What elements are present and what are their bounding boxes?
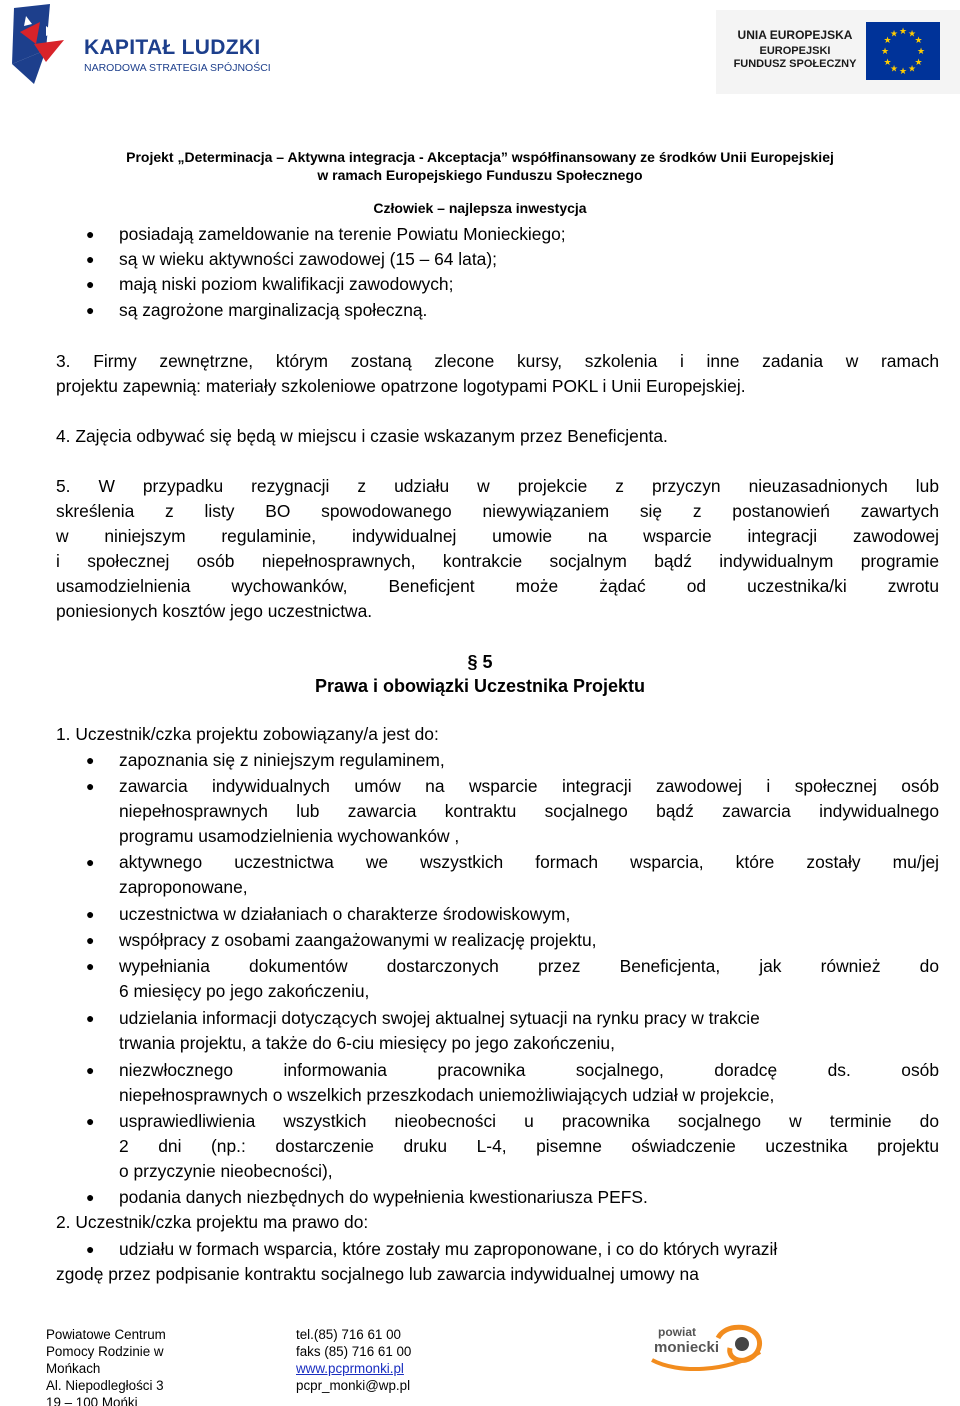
footer-tel: tel.(85) 716 61 00	[296, 1327, 401, 1342]
text-line: aktywnego uczestnictwa we wszystkich formach wsparcia, które zostały mu/jej	[119, 852, 939, 872]
text-line: usamodzielnienia wychowanków, Beneficjent może żądać od uczestnika/ki zwrotu	[56, 576, 939, 596]
bullet-icon: ●	[86, 276, 95, 292]
project-title-line1: Projekt „Determinacja – Aktywna integracja - Akceptacja” współfinansowany ze środków Unii Europejskiej	[126, 149, 834, 165]
paragraph-4: 4. Zajęcia odbywać się będą w miejscu i czasie wskazanym przez Beneficjenta.	[56, 426, 668, 446]
eu-logo	[716, 10, 960, 94]
list-item: posiadają zameldowanie na terenie Powiatu Monieckiego;	[119, 224, 566, 244]
footer-address-line: Mońkach	[46, 1361, 101, 1376]
bullet-icon: ●	[86, 1062, 95, 1078]
svg-text:★: ★	[880, 47, 890, 57]
bullet-icon: ●	[86, 932, 95, 948]
powiat-moniecki-logo	[648, 1322, 772, 1378]
eu-logo-line2: EUROPEJSKI	[759, 45, 831, 57]
bullet-icon: ●	[86, 1241, 95, 1257]
section-title: Prawa i obowiązki Uczestnika Projektu	[314, 676, 646, 696]
footer-website-link[interactable]: www.pcprmonki.pl	[296, 1361, 404, 1376]
list-item	[119, 1058, 939, 1108]
text-line: udzielania informacji dotyczących swojej aktualnej sytuacji na rynku pracy w trakcie	[119, 1008, 760, 1028]
paragraph-5	[56, 474, 939, 624]
svg-text:★: ★	[907, 29, 917, 40]
list-item	[119, 1109, 939, 1184]
svg-text:★: ★	[883, 58, 892, 68]
footer-address-line: Pomocy Rodzinie w	[46, 1344, 164, 1359]
text-line: podania danych niezbędnych do wypełnienia kwestionariusza PEFS.	[119, 1187, 648, 1207]
kapital-ludzki-title: KAPITAŁ LUDZKI	[84, 36, 261, 59]
paragraph-3	[56, 349, 939, 399]
text-line: o przyczynie nieobecności),	[119, 1161, 333, 1181]
eu-flag-icon	[866, 22, 940, 80]
text-line: 6 miesięcy po jego zakończeniu,	[119, 981, 370, 1001]
list-item	[119, 928, 939, 953]
svg-text:★: ★	[914, 36, 923, 46]
powiat-logo-line1: powiat	[658, 1325, 696, 1339]
text-line: wypełniania dokumentów dostarczonych przez Beneficjenta, jak również do	[119, 956, 939, 976]
slogan: Człowiek – najlepsza inwestycja	[373, 200, 587, 216]
eu-logo-line1: UNIA EUROPEJSKA	[737, 28, 853, 42]
text-line: projektu zapewnią: materiały szkoleniowe opatrzone logotypami POKL i Unii Europejskiej.	[56, 376, 746, 396]
text-line: zaproponowane,	[119, 877, 248, 897]
text-line: uczestnictwa w działaniach o charakterze środowiskowym,	[119, 904, 571, 924]
footer-fax: faks (85) 716 61 00	[296, 1344, 412, 1359]
svg-text:★: ★	[914, 58, 923, 68]
text-line: zapoznania się z niniejszym regulaminem,	[119, 750, 445, 770]
bullet-icon: ●	[86, 778, 95, 794]
paragraph-1-intro: 1. Uczestnik/czka projektu zobowiązany/a jest do:	[56, 724, 439, 744]
text-line: niepełnosprawnych lub zawarcia kontraktu socjalnego bądź zawarcia indywidualnego	[119, 801, 939, 821]
text-line: skreślenia z listy BO spowodowanego niewywiązaniem się z postanowień zawartych	[56, 501, 939, 521]
bullet-icon: ●	[86, 226, 95, 242]
text-line: niezwłocznego informowania pracownika socjalnego, doradcę ds. osób	[119, 1060, 939, 1080]
bullet-icon: ●	[86, 302, 95, 318]
text-line: 3. Firmy zewnętrzne, którym zostaną zlecone kursy, szkolenia i inne zadania w ramach	[56, 351, 939, 371]
list-item	[119, 954, 939, 1004]
kapital-ludzki-subtitle: NARODOWA STRATEGIA SPÓJNOŚCI	[84, 62, 271, 74]
text-line: programu usamodzielnienia wychowanków ,	[119, 826, 460, 846]
list-item	[119, 850, 939, 900]
text-line: zawarcia indywidualnych umów na wsparcie integracji zawodowej i społecznej osób	[119, 776, 939, 796]
footer-address-line: 19 – 100 Mońki	[46, 1395, 138, 1406]
list-item-continuation: zgodę przez podpisanie kontraktu socjalnego lub zawarcia indywidualnej umowy na	[56, 1264, 699, 1284]
bullet-icon: ●	[86, 854, 95, 870]
list-item: są zagrożone marginalizacją społeczną.	[119, 300, 428, 320]
text-line: w niniejszym regulaminie, indywidualnej umowie na wsparcie integracji zawodowej	[56, 526, 939, 546]
bullet-icon: ●	[86, 1010, 95, 1026]
svg-text:★: ★	[889, 64, 899, 75]
bullet-icon: ●	[86, 958, 95, 974]
svg-text:★: ★	[916, 47, 926, 57]
project-title-line2: w ramach Europejskiego Funduszu Społecznego	[317, 167, 643, 183]
text-line: i społecznej osób niepełnosprawnych, kontrakcie socjalnym bądź indywidualnym programie	[56, 551, 939, 571]
bullet-icon: ●	[86, 752, 95, 768]
list-item-line: udziału w formach wsparcia, które zostały mu zaproponowane, i co do których wyraził	[119, 1239, 778, 1259]
footer-email: pcpr_monki@wp.pl	[296, 1378, 411, 1393]
project-title	[0, 148, 960, 184]
text-line: 5. W przypadku rezygnacji z udziału w projekcie z przyczyn nieuzasadnionych lub	[56, 476, 939, 496]
text-line: poniesionych kosztów jego uczestnictwa.	[56, 601, 373, 621]
svg-text:★: ★	[898, 67, 908, 77]
kapital-ludzki-logo	[6, 4, 276, 86]
list-item	[119, 1185, 939, 1210]
list-item: mają niski poziom kwalifikacji zawodowych;	[119, 274, 454, 294]
footer-contact	[296, 1326, 516, 1394]
footer-address-line: Powiatowe Centrum	[46, 1327, 166, 1342]
text-line: współpracy z osobami zaangażowanymi w realizację projektu,	[119, 930, 597, 950]
text-line: niepełnosprawnych o wszelkich przeszkodach uniemożliwiających udział w projekcie,	[119, 1085, 775, 1105]
svg-text:★: ★	[907, 64, 917, 75]
svg-text:★: ★	[889, 29, 899, 40]
list-item	[119, 748, 939, 773]
bullet-icon: ●	[86, 251, 95, 267]
svg-text:★: ★	[898, 27, 908, 37]
kapital-ludzki-emblem-icon	[6, 4, 70, 86]
paragraph-2-intro: 2. Uczestnik/czka projektu ma prawo do:	[56, 1212, 369, 1232]
list-item	[119, 774, 939, 849]
list-item: są w wieku aktywności zawodowej (15 – 64 lata);	[119, 249, 497, 269]
section-number: § 5	[467, 652, 493, 672]
eu-logo-line3: FUNDUSZ SPOŁECZNY	[733, 58, 857, 70]
list-item	[119, 902, 939, 927]
bullet-icon: ●	[86, 1113, 95, 1129]
svg-text:★: ★	[883, 36, 892, 46]
bullet-icon: ●	[86, 1189, 95, 1205]
eu-logo-text	[726, 28, 864, 70]
list-item	[119, 1006, 939, 1056]
bullet-icon: ●	[86, 906, 95, 922]
text-line: usprawiedliwienia wszystkich nieobecności u pracownika socjalnego w terminie do	[119, 1111, 939, 1131]
text-line: 2 dni (np.: dostarczenie druku L-4, pisemne oświadczenie uczestnika projektu	[119, 1136, 939, 1156]
footer-address-line: Al. Niepodległości 3	[46, 1378, 164, 1393]
footer-address	[46, 1326, 246, 1406]
text-line: trwania projektu, a także do 6-ciu miesięcy po jego zakończeniu,	[119, 1033, 615, 1053]
powiat-logo-line2: moniecki	[654, 1339, 720, 1356]
